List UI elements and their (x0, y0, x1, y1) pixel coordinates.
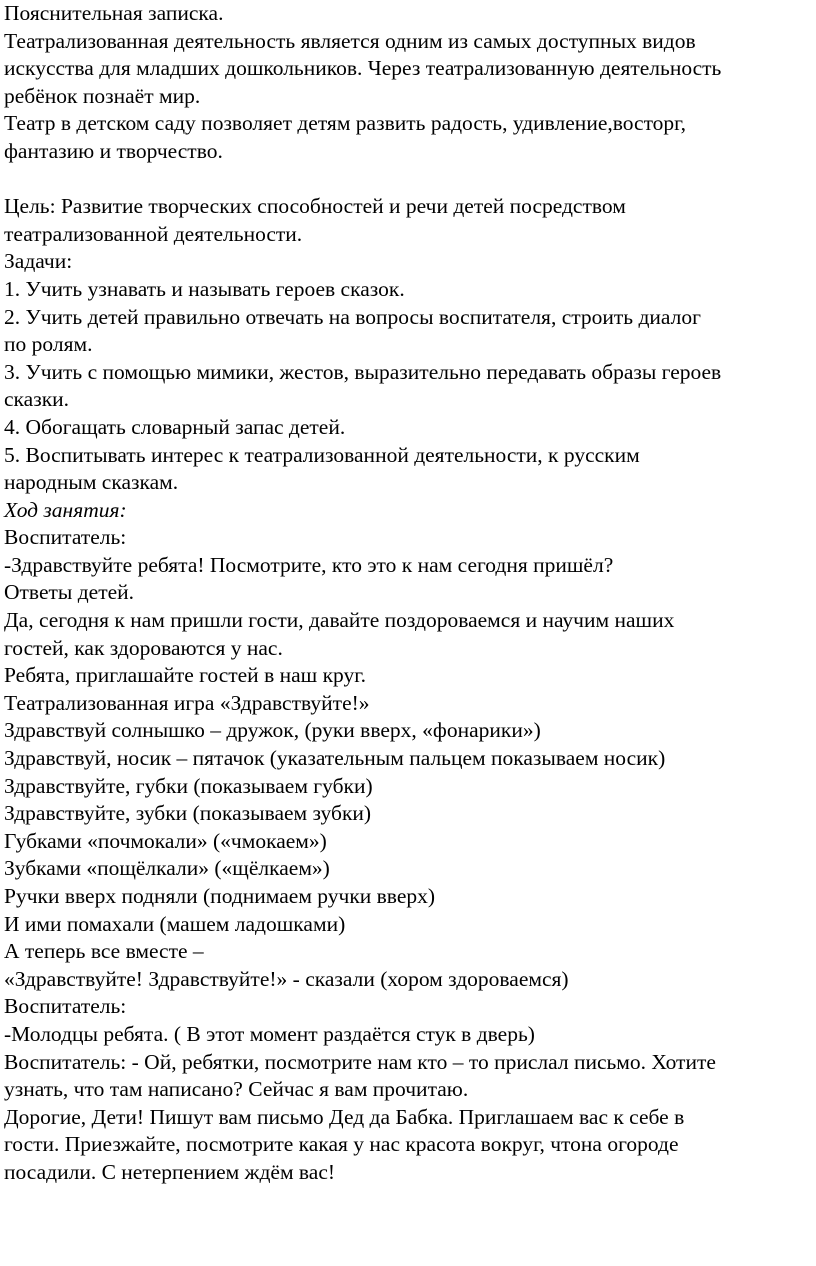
task-line: 4. Обогащать словарный запас детей. (4, 414, 346, 439)
task-line: 5. Воспитывать интерес к театрализованной деятельности, к русским (4, 442, 640, 467)
intro-section (4, 28, 816, 166)
task-line: по ролям. (4, 332, 93, 357)
intro-line: ребёнок познаёт мир. (4, 83, 201, 108)
lesson-line: -Здравствуйте ребята! Посмотрите, кто это к нам сегодня пришёл? (4, 552, 614, 577)
tasks-list (4, 276, 816, 497)
lesson-line: узнать, что там написано? Сейчас я вам прочитаю. (4, 1077, 469, 1102)
task-line: народным сказкам. (4, 470, 179, 495)
paragraph-spacer (4, 166, 816, 194)
lesson-line: Здравствуйте, губки (показываем губки) (4, 773, 373, 798)
task-line: 3. Учить с помощью мимики, жестов, выразительно передавать образы героев (4, 359, 722, 384)
lesson-line: Театрализованная игра «Здравствуйте!» (4, 690, 370, 715)
lesson-line: Ответы детей. (4, 580, 135, 605)
lesson-line: Воспитатель: - Ой, ребятки, посмотрите нам кто – то прислал письмо. Хотите (4, 1049, 716, 1074)
tasks-heading: Задачи: (4, 249, 73, 274)
goal-line: Цель: Развитие творческих способностей и речи детей посредством (4, 194, 626, 219)
lesson-line: Зубками «пощёлкали» («щёлкаем») (4, 856, 330, 881)
lesson-line: Ручки вверх подняли (поднимаем ручки вверх) (4, 884, 436, 908)
lesson-line: Дорогие, Дети! Пишут вам письмо Дед да Бабка. Приглашаем вас к себе в (4, 1104, 685, 1129)
lesson-line: И ими помахали (машем ладошками) (4, 911, 346, 936)
document-page (4, 0, 816, 1187)
lesson-line: Здравствуй, носик – пятачок (указательным пальцем показываем носик) (4, 746, 666, 771)
lesson-line: Воспитатель: (4, 525, 127, 550)
lesson-line: «Здравствуйте! Здравствуйте!» - сказали (хором здороваемся) (4, 966, 569, 991)
goal-section (4, 193, 816, 248)
lesson-line: Губками «почмокали» («чмокаем») (4, 828, 327, 853)
task-line: сказки. (4, 387, 70, 412)
lesson-line: Здравствуй солнышко – дружок, (руки вверх, «фонарики») (4, 718, 541, 743)
intro-line: искусства для младших дошкольников. Через театрализованную деятельность (4, 56, 722, 81)
intro-line: фантазию и творчество. (4, 138, 223, 163)
lesson-line: Здравствуйте, зубки (показываем зубки) (4, 801, 372, 826)
lesson-line: Да, сегодня к нам пришли гости, давайте поздороваемся и научим наших (4, 608, 675, 633)
intro-line: Театр в детском саду позволяет детям развить радость, удивление,восторг, (4, 111, 686, 136)
lesson-line: А теперь все вместе – (4, 939, 204, 964)
lesson-section (4, 524, 816, 1186)
task-line: 1. Учить узнавать и называть героев сказок. (4, 276, 405, 301)
intro-line: Театрализованная деятельность является одним из самых доступных видов (4, 28, 696, 53)
task-line: 2. Учить детей правильно отвечать на вопросы воспитателя, строить диалог (4, 304, 701, 329)
document-title: Пояснительная записка. (4, 1, 224, 25)
lesson-heading: Ход занятия: (4, 497, 127, 522)
lesson-line: гости. Приезжайте, посмотрите какая у нас красота вокруг, чтона огороде (4, 1132, 679, 1157)
lesson-line: Воспитатель: (4, 994, 127, 1019)
lesson-line: -Молодцы ребята. ( В этот момент раздаётся стук в дверь) (4, 1021, 535, 1046)
lesson-line: посадили. С нетерпением ждём вас! (4, 1159, 336, 1184)
lesson-line: Ребята, приглашайте гостей в наш круг. (4, 663, 367, 688)
lesson-line: гостей, как здороваются у нас. (4, 635, 283, 660)
goal-line: театрализованной деятельности. (4, 221, 303, 246)
